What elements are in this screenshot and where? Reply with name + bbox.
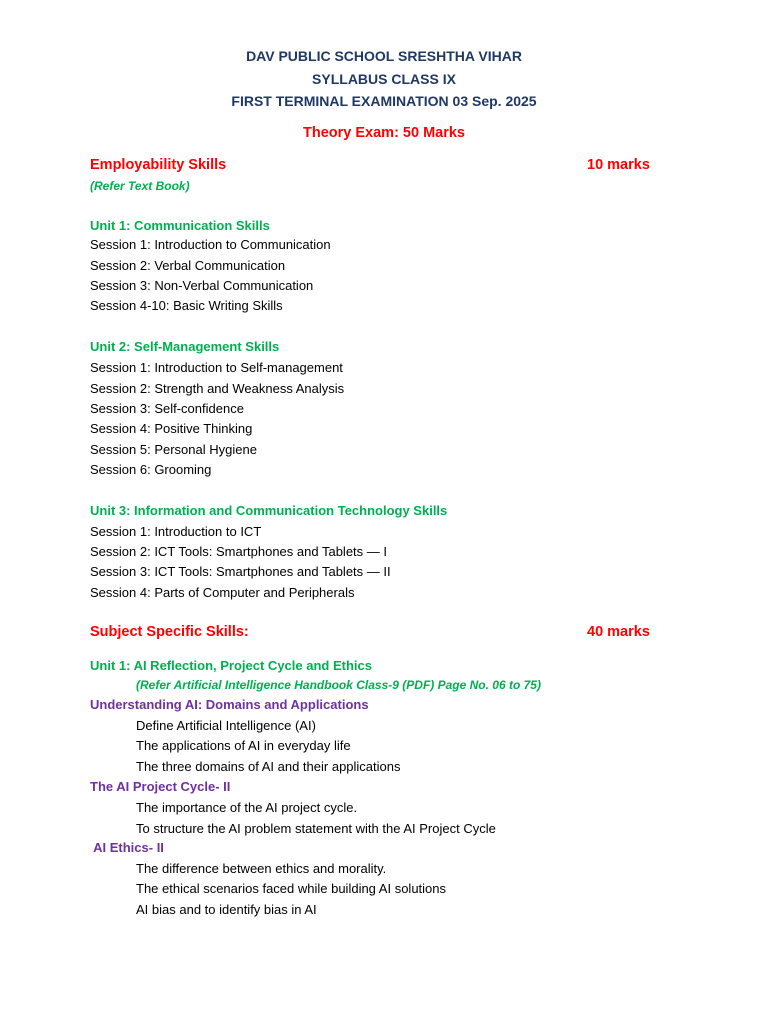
topic-title: AI Ethics- II bbox=[90, 840, 164, 855]
session-item: Session 3: Non-Verbal Communication bbox=[90, 278, 314, 293]
topic-item: The ethical scenarios faced while building AI solutions bbox=[136, 881, 447, 896]
theory-exam-heading: Theory Exam: 50 Marks bbox=[303, 125, 465, 141]
topic-title: Understanding AI: Domains and Applications bbox=[90, 697, 369, 712]
subject-specific-heading: Subject Specific Skills: bbox=[90, 624, 249, 640]
unit-title: Unit 1: AI Reflection, Project Cycle and Ethics bbox=[90, 658, 372, 673]
session-item: Session 4-10: Basic Writing Skills bbox=[90, 298, 283, 313]
topic-item: AI bias and to identify bias in AI bbox=[136, 902, 317, 917]
session-item: Session 2: Strength and Weakness Analysis bbox=[90, 381, 345, 396]
unit-title: Unit 3: Information and Communication Technology Skills bbox=[90, 503, 448, 518]
session-item: Session 2: Verbal Communication bbox=[90, 258, 286, 273]
session-item: Session 5: Personal Hygiene bbox=[90, 442, 257, 457]
topic-item: The applications of AI in everyday life bbox=[136, 738, 351, 753]
session-item: Session 1: Introduction to ICT bbox=[90, 524, 262, 539]
topic-item: The importance of the AI project cycle. bbox=[136, 800, 358, 815]
session-item: Session 3: ICT Tools: Smartphones and Tablets — II bbox=[90, 564, 391, 579]
session-item: Session 4: Positive Thinking bbox=[90, 421, 253, 436]
topic-title: The AI Project Cycle- II bbox=[90, 779, 231, 794]
session-item: Session 2: ICT Tools: Smartphones and Tablets — I bbox=[90, 544, 387, 559]
unit-title: Unit 1: Communication Skills bbox=[90, 218, 270, 233]
topic-item: The three domains of AI and their applications bbox=[136, 759, 401, 774]
employability-note: (Refer Text Book) bbox=[90, 179, 190, 193]
session-item: Session 6: Grooming bbox=[90, 462, 212, 477]
unit-title: Unit 2: Self-Management Skills bbox=[90, 339, 280, 354]
employability-marks: 10 marks bbox=[587, 157, 650, 173]
topic-item: Define Artificial Intelligence (AI) bbox=[136, 718, 316, 733]
session-item: Session 4: Parts of Computer and Peripherals bbox=[90, 585, 355, 600]
exam-title: FIRST TERMINAL EXAMINATION 03 Sep. 2025 bbox=[231, 93, 537, 109]
topic-item: To structure the AI problem statement with the AI Project Cycle bbox=[136, 821, 496, 836]
subject-specific-marks: 40 marks bbox=[587, 624, 650, 640]
session-item: Session 3: Self-confidence bbox=[90, 401, 244, 416]
school-name: DAV PUBLIC SCHOOL SRESHTHA VIHAR bbox=[246, 48, 522, 64]
session-item: Session 1: Introduction to Communication bbox=[90, 237, 331, 252]
unit-note: (Refer Artificial Intelligence Handbook Class-9 (PDF) Page No. 06 to 75) bbox=[136, 678, 541, 692]
syllabus-title: SYLLABUS CLASS IX bbox=[312, 71, 456, 87]
session-item: Session 1: Introduction to Self-management bbox=[90, 360, 343, 375]
topic-item: The difference between ethics and morality. bbox=[136, 861, 387, 876]
employability-heading: Employability Skills bbox=[90, 157, 227, 173]
